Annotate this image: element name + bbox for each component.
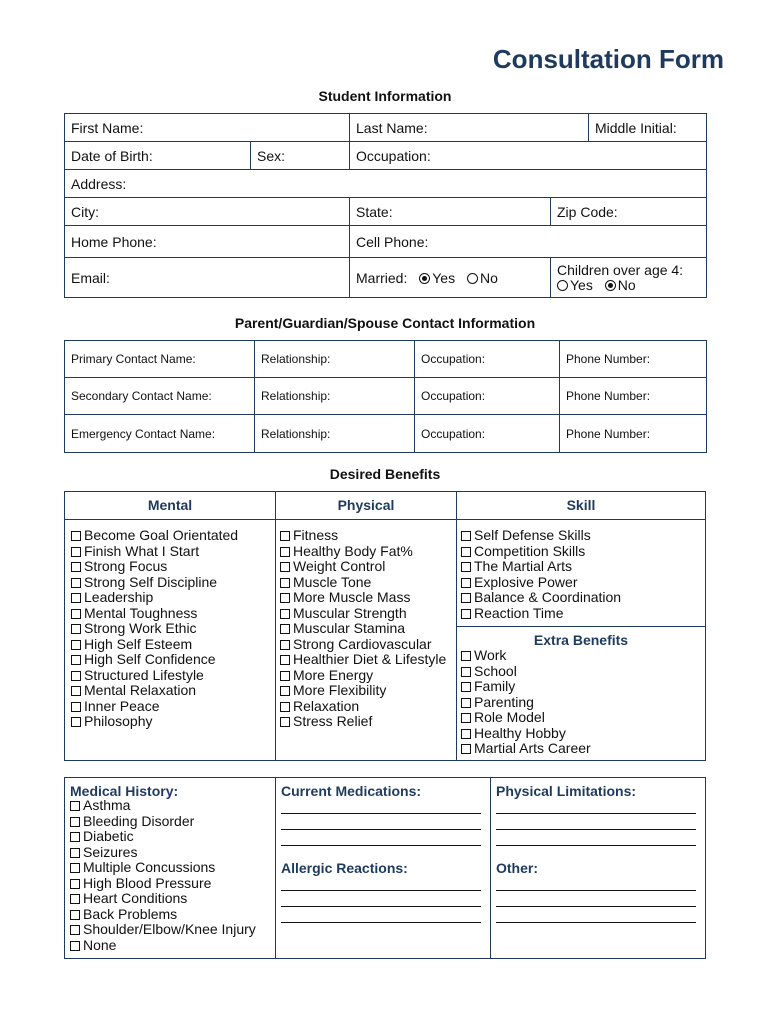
mental-heading: Mental — [65, 492, 275, 520]
extra-checkbox-icon[interactable] — [461, 651, 471, 661]
physical-item-more-flexibility[interactable] — [280, 683, 446, 699]
physical-checkbox-icon[interactable] — [280, 640, 290, 650]
physical-checkbox-icon[interactable] — [280, 671, 290, 681]
medical-history-heading: Medical History: — [70, 783, 179, 799]
medical-history-item-label: Shoulder/Elbow/Knee Injury — [83, 921, 256, 937]
mental-item-label: Become Goal Orientated — [84, 527, 239, 543]
skill-heading: Skill — [457, 492, 705, 520]
mental-item-high-self-confidence[interactable] — [71, 652, 238, 668]
physical-item-label: Relaxation — [293, 697, 360, 714]
mental-item-label: Strong Self Discipline — [84, 573, 218, 590]
physical-item-stress-relief[interactable] — [280, 714, 446, 730]
extra-checkbox-icon[interactable] — [461, 698, 471, 708]
mental-item-inner-peace[interactable] — [71, 699, 238, 715]
extra-item-label: School — [474, 662, 517, 679]
mental-checkbox-icon[interactable] — [71, 624, 81, 634]
home-phone-field[interactable]: Home Phone: — [65, 226, 350, 258]
mental-column — [65, 492, 276, 760]
last-name-field[interactable]: Last Name: — [350, 114, 589, 142]
mental-checkbox-icon[interactable] — [71, 562, 81, 572]
skill-checkbox-icon[interactable] — [461, 562, 471, 572]
primary-occupation-field[interactable]: Occupation: — [415, 341, 560, 378]
extra-item-label: Martial Arts Career — [474, 740, 591, 756]
mental-checkbox-icon[interactable] — [71, 702, 81, 712]
cell-phone-field[interactable]: Cell Phone: — [350, 226, 707, 258]
state-field[interactable]: State: — [350, 198, 551, 226]
married-yes-radio[interactable] — [419, 273, 430, 284]
skill-checkbox-icon[interactable] — [461, 547, 471, 557]
physical-item-strong-cardiovascular[interactable] — [280, 637, 446, 653]
other-line-1[interactable] — [496, 890, 696, 891]
physical-checkbox-icon[interactable] — [280, 624, 290, 634]
extra-checkbox-icon[interactable] — [461, 729, 471, 739]
physical-item-label: Muscle Tone — [293, 573, 372, 590]
physical-item-fitness[interactable] — [280, 528, 446, 544]
physical-heading: Physical — [276, 492, 456, 520]
medical-history-item-multiple-concussions[interactable] — [70, 860, 256, 876]
mental-item-finish-what-i-start[interactable] — [71, 544, 238, 560]
emergency-occupation-field[interactable]: Occupation: — [415, 415, 560, 453]
benefits-box — [64, 491, 706, 761]
address-field[interactable]: Address: — [65, 170, 707, 198]
skill-item-label: Self Defense Skills — [474, 527, 591, 543]
children-yes-label: Yes — [570, 276, 593, 293]
extra-item-martial-arts-career[interactable] — [461, 741, 591, 757]
mental-item-label: Mental Relaxation — [84, 682, 197, 698]
medical-history-checkbox-icon[interactable] — [70, 863, 80, 873]
mental-item-strong-focus[interactable] — [71, 559, 238, 575]
physical-item-more-muscle-mass[interactable] — [280, 590, 446, 606]
physical-checkbox-icon[interactable] — [280, 562, 290, 572]
physical-item-muscular-strength[interactable] — [280, 606, 446, 622]
extra-item-work[interactable] — [461, 648, 591, 664]
other-heading: Other: — [496, 860, 538, 876]
physical-item-label: Stress Relief — [293, 713, 373, 729]
extra-checkbox-icon[interactable] — [461, 713, 471, 723]
allergic-line-1[interactable] — [281, 890, 481, 891]
email-field[interactable]: Email: — [65, 258, 350, 298]
medical-history-column — [65, 778, 276, 958]
mental-checkbox-icon[interactable] — [71, 578, 81, 588]
skill-item-reaction-time[interactable] — [461, 606, 621, 622]
primary-contact-name-field[interactable]: Primary Contact Name: — [65, 341, 255, 378]
zip-field[interactable]: Zip Code: — [551, 198, 707, 226]
married-yes-label: Yes — [432, 269, 456, 286]
physical-item-muscular-stamina[interactable] — [280, 621, 446, 637]
married-no-label: No — [479, 269, 498, 286]
medical-history-checkbox-icon[interactable] — [70, 848, 80, 858]
medical-history-checkbox-icon[interactable] — [70, 879, 80, 889]
physical-item-relaxation[interactable] — [280, 699, 446, 715]
physical-item-label: More Muscle Mass — [293, 589, 411, 605]
medical-history-item-label: High Blood Pressure — [83, 874, 212, 891]
extra-item-school[interactable] — [461, 664, 591, 680]
mental-checkbox-icon[interactable] — [71, 717, 81, 727]
children-yes-radio[interactable] — [557, 280, 568, 291]
skill-item-self-defense-skills[interactable] — [461, 528, 621, 544]
medical-history-checkbox-icon[interactable] — [70, 832, 80, 842]
medical-history-item-none[interactable] — [70, 938, 256, 954]
emergency-phone-field[interactable]: Phone Number: — [560, 415, 707, 453]
extra-item-label: Parenting — [474, 693, 534, 710]
physical-item-label: Healthy Body Fat% — [293, 542, 413, 559]
extra-item-parenting[interactable] — [461, 695, 591, 711]
occupation-field[interactable]: Occupation: — [350, 142, 707, 170]
contact-info-heading: Parent/Guardian/Spouse Contact Information — [234, 315, 536, 331]
physical-column — [276, 492, 457, 760]
mental-item-label: Strong Focus — [84, 558, 168, 574]
physical-limitations-heading: Physical Limitations: — [496, 783, 637, 799]
physical-item-healthy-body-fat[interactable] — [280, 544, 446, 560]
physical-checkbox-icon[interactable] — [280, 531, 290, 541]
physical-checkbox-icon[interactable] — [280, 686, 290, 696]
mental-item-structured-lifestyle[interactable] — [71, 668, 238, 684]
skill-item-label: Reaction Time — [474, 604, 564, 621]
medical-history-checkbox-icon[interactable] — [70, 910, 80, 920]
medical-history-item-heart-conditions[interactable] — [70, 891, 256, 907]
medical-history-item-shoulder-elbow-knee-injury[interactable] — [70, 922, 256, 938]
physical-item-muscle-tone[interactable] — [280, 575, 446, 591]
medical-history-item-label: Back Problems — [83, 905, 178, 922]
skill-checkbox-icon[interactable] — [461, 609, 471, 619]
physical-item-weight-control[interactable] — [280, 559, 446, 575]
emergency-relationship-field[interactable]: Relationship: — [255, 415, 415, 453]
medical-history-item-label: Diabetic — [83, 828, 134, 844]
secondary-phone-field[interactable]: Phone Number: — [560, 378, 707, 415]
skill-item-label: The Martial Arts — [474, 558, 573, 574]
contact-info-table — [64, 340, 707, 453]
mental-item-label: Leadership — [84, 589, 154, 605]
mental-item-high-self-esteem[interactable] — [71, 637, 238, 653]
mental-item-philosophy[interactable] — [71, 714, 238, 730]
dob-field[interactable]: Date of Birth: — [65, 142, 251, 170]
medical-history-checkbox-icon[interactable] — [70, 894, 80, 904]
mental-checkbox-icon[interactable] — [71, 547, 81, 557]
medications-line-3[interactable] — [281, 845, 481, 846]
mental-item-label: Finish What I Start — [84, 542, 200, 559]
secondary-occupation-field[interactable]: Occupation: — [415, 378, 560, 415]
medical-history-item-label: Multiple Concussions — [83, 859, 216, 875]
secondary-relationship-field[interactable]: Relationship: — [255, 378, 415, 415]
medical-history-checkbox-icon[interactable] — [70, 801, 80, 811]
mental-item-label: High Self Esteem — [84, 635, 193, 652]
physical-item-label: Muscular Strength — [293, 604, 407, 621]
mental-checkbox-icon[interactable] — [71, 593, 81, 603]
medical-history-item-label: Bleeding Disorder — [83, 812, 195, 829]
skill-item-balance-coordination[interactable] — [461, 590, 621, 606]
married-field — [350, 258, 551, 298]
medical-history-checkbox-icon[interactable] — [70, 817, 80, 827]
mental-checkbox-icon[interactable] — [71, 609, 81, 619]
limitations-column — [491, 778, 705, 958]
skill-list — [461, 528, 621, 621]
extra-item-role-model[interactable] — [461, 710, 591, 726]
medical-history-item-label: None — [83, 936, 117, 953]
mental-item-label: Philosophy — [84, 713, 153, 729]
skill-checkbox-icon[interactable] — [461, 531, 471, 541]
allergic-line-3[interactable] — [281, 922, 481, 923]
medical-history-item-label: Seizures — [83, 843, 138, 860]
skill-item-label: Competition Skills — [474, 542, 586, 559]
extra-item-label: Family — [474, 678, 516, 694]
physical-checkbox-icon[interactable] — [280, 702, 290, 712]
skill-checkbox-icon[interactable] — [461, 593, 471, 603]
extra-item-family[interactable] — [461, 679, 591, 695]
married-label: Married: — [356, 269, 408, 286]
mental-checkbox-icon[interactable] — [71, 531, 81, 541]
other-line-2[interactable] — [496, 906, 696, 907]
mental-item-leadership[interactable] — [71, 590, 238, 606]
emergency-contact-name-field[interactable]: Emergency Contact Name: — [65, 415, 255, 453]
skill-checkbox-icon[interactable] — [461, 578, 471, 588]
physical-item-label: Fitness — [293, 527, 339, 543]
extra-item-label: Work — [474, 647, 507, 663]
form-title: Consultation Form — [492, 44, 724, 74]
extra-item-label: Healthy Hobby — [474, 724, 566, 741]
mental-checkbox-icon[interactable] — [71, 640, 81, 650]
medical-history-item-seizures[interactable] — [70, 845, 256, 861]
medical-history-item-high-blood-pressure[interactable] — [70, 876, 256, 892]
physical-item-label: Muscular Stamina — [293, 620, 406, 636]
other-line-3[interactable] — [496, 922, 696, 923]
primary-phone-field[interactable]: Phone Number: — [560, 341, 707, 378]
medical-history-checkbox-icon[interactable] — [70, 925, 80, 935]
student-info-table — [64, 113, 707, 298]
physical-item-label: Strong Cardiovascular — [293, 635, 432, 652]
student-info-heading: Student Information — [318, 88, 452, 104]
extra-item-label: Role Model — [474, 709, 545, 725]
skill-column — [457, 492, 705, 760]
sex-field[interactable]: Sex: — [251, 142, 350, 170]
secondary-contact-name-field[interactable]: Secondary Contact Name: — [65, 378, 255, 415]
mental-item-label: Mental Toughness — [84, 604, 198, 621]
physical-checkbox-icon[interactable] — [280, 717, 290, 727]
mental-item-label: Inner Peace — [84, 697, 160, 714]
physical-item-label: Healthier Diet & Lifestyle — [293, 651, 447, 667]
children-no-radio[interactable] — [605, 280, 616, 291]
mental-item-become-goal-orientated[interactable] — [71, 528, 238, 544]
mental-item-strong-work-ethic[interactable] — [71, 621, 238, 637]
physical-checkbox-icon[interactable] — [280, 578, 290, 588]
medical-history-item-bleeding-disorder[interactable] — [70, 814, 256, 830]
children-field — [551, 258, 707, 298]
mental-item-strong-self-discipline[interactable] — [71, 575, 238, 591]
extra-item-healthy-hobby[interactable] — [461, 726, 591, 742]
mental-item-label: High Self Confidence — [84, 651, 216, 667]
medications-line-2[interactable] — [281, 829, 481, 830]
physical-item-healthier-diet-lifestyle[interactable] — [280, 652, 446, 668]
extra-benefits-list — [461, 648, 591, 757]
allergic-reactions-heading: Allergic Reactions: — [281, 860, 408, 876]
medical-history-checkbox-icon[interactable] — [70, 941, 80, 951]
medical-history-item-label: Asthma — [83, 797, 131, 813]
skill-item-competition-skills[interactable] — [461, 544, 621, 560]
limitations-line-3[interactable] — [496, 845, 696, 846]
mental-checkbox-icon[interactable] — [71, 671, 81, 681]
medications-column — [276, 778, 491, 958]
extra-benefits-heading: Extra Benefits — [457, 626, 705, 653]
physical-item-label: More Energy — [293, 666, 374, 683]
extra-checkbox-icon[interactable] — [461, 744, 471, 754]
medical-history-list — [70, 798, 256, 953]
children-no-label: No — [617, 276, 636, 293]
mental-item-mental-relaxation[interactable] — [71, 683, 238, 699]
mental-checkbox-icon[interactable] — [71, 686, 81, 696]
medical-box — [64, 777, 706, 959]
children-label: Children over age 4: — [557, 261, 684, 278]
extra-checkbox-icon[interactable] — [461, 667, 471, 677]
city-field[interactable]: City: — [65, 198, 350, 226]
primary-relationship-field[interactable]: Relationship: — [255, 341, 415, 378]
skill-item-label: Explosive Power — [474, 573, 578, 590]
physical-checkbox-icon[interactable] — [280, 593, 290, 603]
mental-item-mental-toughness[interactable] — [71, 606, 238, 622]
medical-history-item-asthma[interactable] — [70, 798, 256, 814]
married-no-radio[interactable] — [467, 273, 478, 284]
mental-item-label: Structured Lifestyle — [84, 666, 204, 683]
middle-initial-field[interactable]: Middle Initial: — [589, 114, 707, 142]
medical-history-item-diabetic[interactable] — [70, 829, 256, 845]
skill-item-explosive-power[interactable] — [461, 575, 621, 591]
medical-history-item-label: Heart Conditions — [83, 890, 188, 906]
skill-item-the-martial-arts[interactable] — [461, 559, 621, 575]
medications-heading: Current Medications: — [281, 783, 422, 799]
physical-checkbox-icon[interactable] — [280, 655, 290, 665]
physical-checkbox-icon[interactable] — [280, 609, 290, 619]
first-name-field[interactable]: First Name: — [65, 114, 350, 142]
mental-list — [71, 528, 238, 730]
medications-line-1[interactable] — [281, 813, 481, 814]
physical-item-label: Weight Control — [293, 558, 386, 574]
physical-checkbox-icon[interactable] — [280, 547, 290, 557]
skill-item-label: Balance & Coordination — [474, 589, 622, 605]
mental-item-label: Strong Work Ethic — [84, 620, 197, 636]
extra-checkbox-icon[interactable] — [461, 682, 471, 692]
benefits-heading: Desired Benefits — [329, 466, 441, 482]
limitations-line-2[interactable] — [496, 829, 696, 830]
allergic-line-2[interactable] — [281, 906, 481, 907]
physical-list — [280, 528, 446, 730]
physical-item-label: More Flexibility — [293, 682, 387, 698]
medical-history-item-back-problems[interactable] — [70, 907, 256, 923]
limitations-line-1[interactable] — [496, 813, 696, 814]
mental-checkbox-icon[interactable] — [71, 655, 81, 665]
physical-item-more-energy[interactable] — [280, 668, 446, 684]
